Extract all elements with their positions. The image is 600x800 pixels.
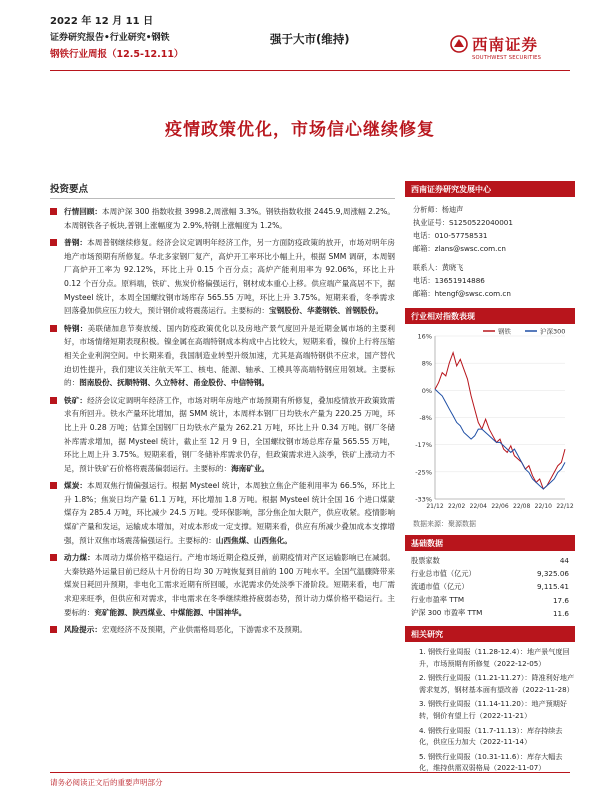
bullet-targets: 图南股份、抚顺特钢、久立特材、甬金股份、中信特钢。 <box>79 378 270 388</box>
summary-column <box>50 181 395 641</box>
bullet-marker <box>50 239 57 246</box>
sidebar-column <box>405 181 575 777</box>
summary-bullet <box>50 551 395 619</box>
basic-data-value: 17.6 <box>552 595 569 605</box>
logo-mark-icon <box>450 35 468 53</box>
x-tick-label: 22/02 <box>448 503 466 510</box>
bullet-marker <box>50 482 57 489</box>
analyst-line: 邮箱：zlans@swsc.com.cn <box>413 244 506 253</box>
related-research-list <box>405 642 575 774</box>
analyst-line: 邮箱：htengf@swsc.com.cn <box>413 289 511 298</box>
bullet-targets: 宝钢股份、华菱钢铁、首钢股份。 <box>269 306 383 316</box>
basic-data-value: 44 <box>559 556 569 566</box>
y-tick-label: 0% <box>421 386 432 395</box>
y-tick-label: 16% <box>417 332 432 341</box>
x-tick-label: 22/06 <box>491 503 509 510</box>
bullet-targets: 海南矿业。 <box>231 463 270 473</box>
series-line-steel <box>435 353 565 489</box>
basic-data-key: 沪深 300 市盈率 TTM <box>411 608 483 618</box>
basic-data-row <box>405 554 575 567</box>
summary-bullet <box>50 479 395 547</box>
bullet-targets: 兖矿能源、陕西煤业、中煤能源、中国神华。 <box>94 607 247 617</box>
summary-bullet <box>50 394 395 476</box>
related-research-item: 2. 钢铁行业周报（11.21-11.27）：降准利好地产需求复苏，钢材基本面有望改善（2022-11-28） <box>419 673 575 694</box>
analyst-info <box>405 197 575 300</box>
basic-data-row <box>405 580 575 593</box>
basic-data-key: 行业总市值（亿元） <box>411 568 476 578</box>
bullet-label: 动力煤： <box>64 553 95 563</box>
summary-bullet <box>50 205 395 232</box>
summary-bullets <box>50 205 395 637</box>
bullet-marker <box>50 626 57 633</box>
analyst-line: 联系人：黄晓飞 <box>413 263 464 272</box>
x-tick-label: 22/10 <box>534 503 552 510</box>
related-research-item: 3. 钢铁行业周报（11.14-11.20）：地产预期好转，钢价有望上行（2022-11-21） <box>419 699 567 720</box>
report-date: 2022 年 12 月 11 日 <box>50 16 154 27</box>
basic-data-value: 11.6 <box>552 608 569 618</box>
analyst-line: 执业证号：S1250522040001 <box>413 218 513 227</box>
report-title: 疫情政策优化，市场信心继续修复 <box>165 120 435 140</box>
basic-data-row <box>405 594 575 607</box>
relative-index-chart <box>405 324 575 519</box>
logo-text-en: SOUTHWEST SECURITIES <box>472 55 542 61</box>
bullet-text: 本周动力煤价格平稳运行。产地市场近期企稳反弹，前期疫情对产区运输影响已在减弱。大秦铁路外运量目前已经从十月份的日均 30 万吨恢复到目前的 100 万吨水平。全国气温骤降带来煤炭日耗回升预期，非电化工需求近期有所回暖，水泥需求仍处淡季下滑阶段。短期来看，电厂需求迎来旺季，但供应和对需求，非电需求在冬季继续维持疲弱态势，预计动力煤价格平稳运行。主要标的： <box>64 553 396 617</box>
related-research-heading: 相关研究 <box>405 626 575 642</box>
bullet-text: 本周普钢继续修复。经济会议定调明年经济工作，另一方面防疫政策的放开，市场对明年房地产市场预期有所修复。华北多家钢厂复产，高炉开工率环比小幅上升，根据 SMM 调研，本周钢厂高炉开工率为 92.12%，环比上升 0.15 个百分点；高炉产能利用率为 92.06%，环比上升 0.12 个百分点。原料端，铁矿、焦炭价格偏强运行，钢材成本重心上移。供应端产量高居不下，据 Mysteel 统计，本周全国螺纹钢市场库存 565.55 万吨，环比上升 3.75%。短期来看，冬季需求回落叠加供应压力较大，预计钢价或将震荡运行。主要标的： <box>64 238 396 316</box>
analyst-box-heading: 西南证券研究发展中心 <box>405 181 575 197</box>
analyst-line: 分析师：杨迪声 <box>413 205 464 214</box>
basic-data-value: 9,325.06 <box>536 569 569 579</box>
legend-label: 沪深300 <box>540 327 566 336</box>
bullet-text: 美联储加息节奏放缓、国内防疫政策优化以及房地产景气度回升是近期金属市场的主要利好，市场情绪短期表现积极。镍金属在高端特钢成本构成中占比较大，短期来看，镍价上行将压缩相关企业利润空间。中长期来看，我国制造业转型升级加速，尤其是高端特钢供不应求，国产替代迫切性提升，我们建议关注航天军工、核电、能源、轴承、工模具等高端特钢应用领域。主要标的： <box>64 323 396 388</box>
basic-data-key: 行业市盈率 TTM <box>411 595 465 605</box>
x-tick-label: 22/04 <box>469 503 487 510</box>
bullet-label: 普钢： <box>64 238 88 248</box>
basic-data-heading: 基础数据 <box>405 535 575 551</box>
related-research-item: 1. 钢铁行业周报（11.28-12.4）：地产景气度回升，市场预期有所修复（2022-12-05） <box>419 646 570 668</box>
bullet-text: 经济会议定调明年经济工作，市场对明年房地产市场预期有所修复，叠加疫情放开政策致需求有所回升。铁水产量环比增加，据 SMM 统计，本周样本钢厂日均铁水产量为 220.25 万吨，环比上升 0.28 万吨；估算全国钢厂日均铁水产量为 262.21 万吨，环比上升 0.34 万吨。钢厂冬储补库需求增加，据 Mysteel 统计，截止至 12 月 9 日，全国螺纹钢市场总库存量 565.55 万吨，环比上周上升 3.75%。短期来看，钢厂冬储补库需求仍存，但政策需求进入淡季，铁矿上涨动力不足，预计铁矿石价格将震荡偏弱运行。主要标的： <box>64 395 396 473</box>
basic-data-key: 股票家数 <box>411 555 440 565</box>
y-tick-label: 8% <box>421 359 432 368</box>
chart-box-heading: 行业相对指数表现 <box>405 308 575 324</box>
summary-heading: 投资要点 <box>50 181 395 199</box>
analyst-line: 电话：010-57758531 <box>413 231 488 240</box>
footer-note: 请务必阅读正文后的重要声明部分 <box>50 778 163 787</box>
y-tick-label: -33% <box>415 495 432 504</box>
y-tick-label: -17% <box>415 441 432 450</box>
header-divider <box>50 70 570 71</box>
company-logo <box>450 33 568 71</box>
bullet-marker <box>50 397 57 404</box>
x-tick-label: 21/12 <box>426 503 444 510</box>
report-subtitle: 钢铁行业周报（12.5-12.11） <box>50 49 184 60</box>
summary-bullet <box>50 623 395 637</box>
summary-bullet <box>50 236 395 318</box>
x-tick-label: 22/12 <box>556 503 574 510</box>
y-tick-label: -8% <box>419 414 432 422</box>
basic-data-value: 9,115.41 <box>536 582 569 592</box>
bullet-label: 风险提示： <box>64 625 102 635</box>
bullet-label: 行情回顾： <box>64 207 103 216</box>
y-tick-label: -25% <box>415 468 432 477</box>
logo-text-cn: 西南证券 <box>472 35 539 54</box>
report-type: 证券研究报告•行业研究•钢铁 <box>50 33 170 43</box>
bullet-label: 特钢： <box>64 323 88 333</box>
basic-data-row <box>405 607 575 620</box>
bullet-targets: 山西焦煤、山西焦化。 <box>215 535 292 545</box>
related-research-item: 4. 钢铁行业周报（11.7-11.13）：库存持续去化，供应压力加大（2022-11-14） <box>419 725 563 747</box>
rating: 强于大市(维持) <box>270 32 350 46</box>
basic-data-table <box>405 554 575 620</box>
chart-svg <box>405 324 575 519</box>
bullet-label: 铁矿： <box>64 395 88 405</box>
bullet-marker <box>50 554 57 561</box>
bullet-text: 宏观经济不及预期，产业供需格局恶化，下游需求不及预期。 <box>101 625 307 635</box>
analyst-line: 电话：13651914886 <box>413 276 485 285</box>
bullet-marker <box>50 325 57 332</box>
basic-data-row <box>405 567 575 580</box>
related-research-item: 5. 钢铁行业周报（10.31-11.6）：库存大幅去化，维持供需双弱格局（2022-11-07） <box>419 751 563 773</box>
bullet-text: 本周沪深 300 指数收报 3998.2,周涨幅 3.3%。钢铁指数收报 2445.9,周涨幅 2.2%。本周钢铁各子板块,普钢上涨幅度为 2.9%,特钢上涨幅度为 1.2%。 <box>64 207 395 230</box>
bullet-label: 煤炭： <box>64 481 88 491</box>
bullet-marker <box>50 208 57 215</box>
x-tick-label: 22/08 <box>513 503 531 510</box>
footer-divider <box>50 772 570 773</box>
summary-bullet <box>50 322 395 390</box>
chart-source: 数据来源：聚源数据 <box>413 520 476 528</box>
legend-label: 钢铁 <box>498 327 511 336</box>
bullet-text: 本周双焦行情偏强运行。根据 Mysteel 统计，本周独立焦企产能利用率为 66.5%，环比上升 1.8%；焦炭日均产量 61.1 万吨，环比增加 1.8 万吨。根据 Mysteel 统计全国 16 个进口煤蒙煤存为 285.4 万吨，环比减少 24.5 万吨。受环保影响，部分焦企加大限产，供应收紧。疫情影响煤矿产量和发运，运输成本增加，对成本形成一定支撑。短期来看，供应有所减少叠加成本支撑增强，预计双焦市场震荡偏强运行。主要标的： <box>64 481 396 545</box>
basic-data-key: 流通市值（亿元） <box>411 581 469 591</box>
